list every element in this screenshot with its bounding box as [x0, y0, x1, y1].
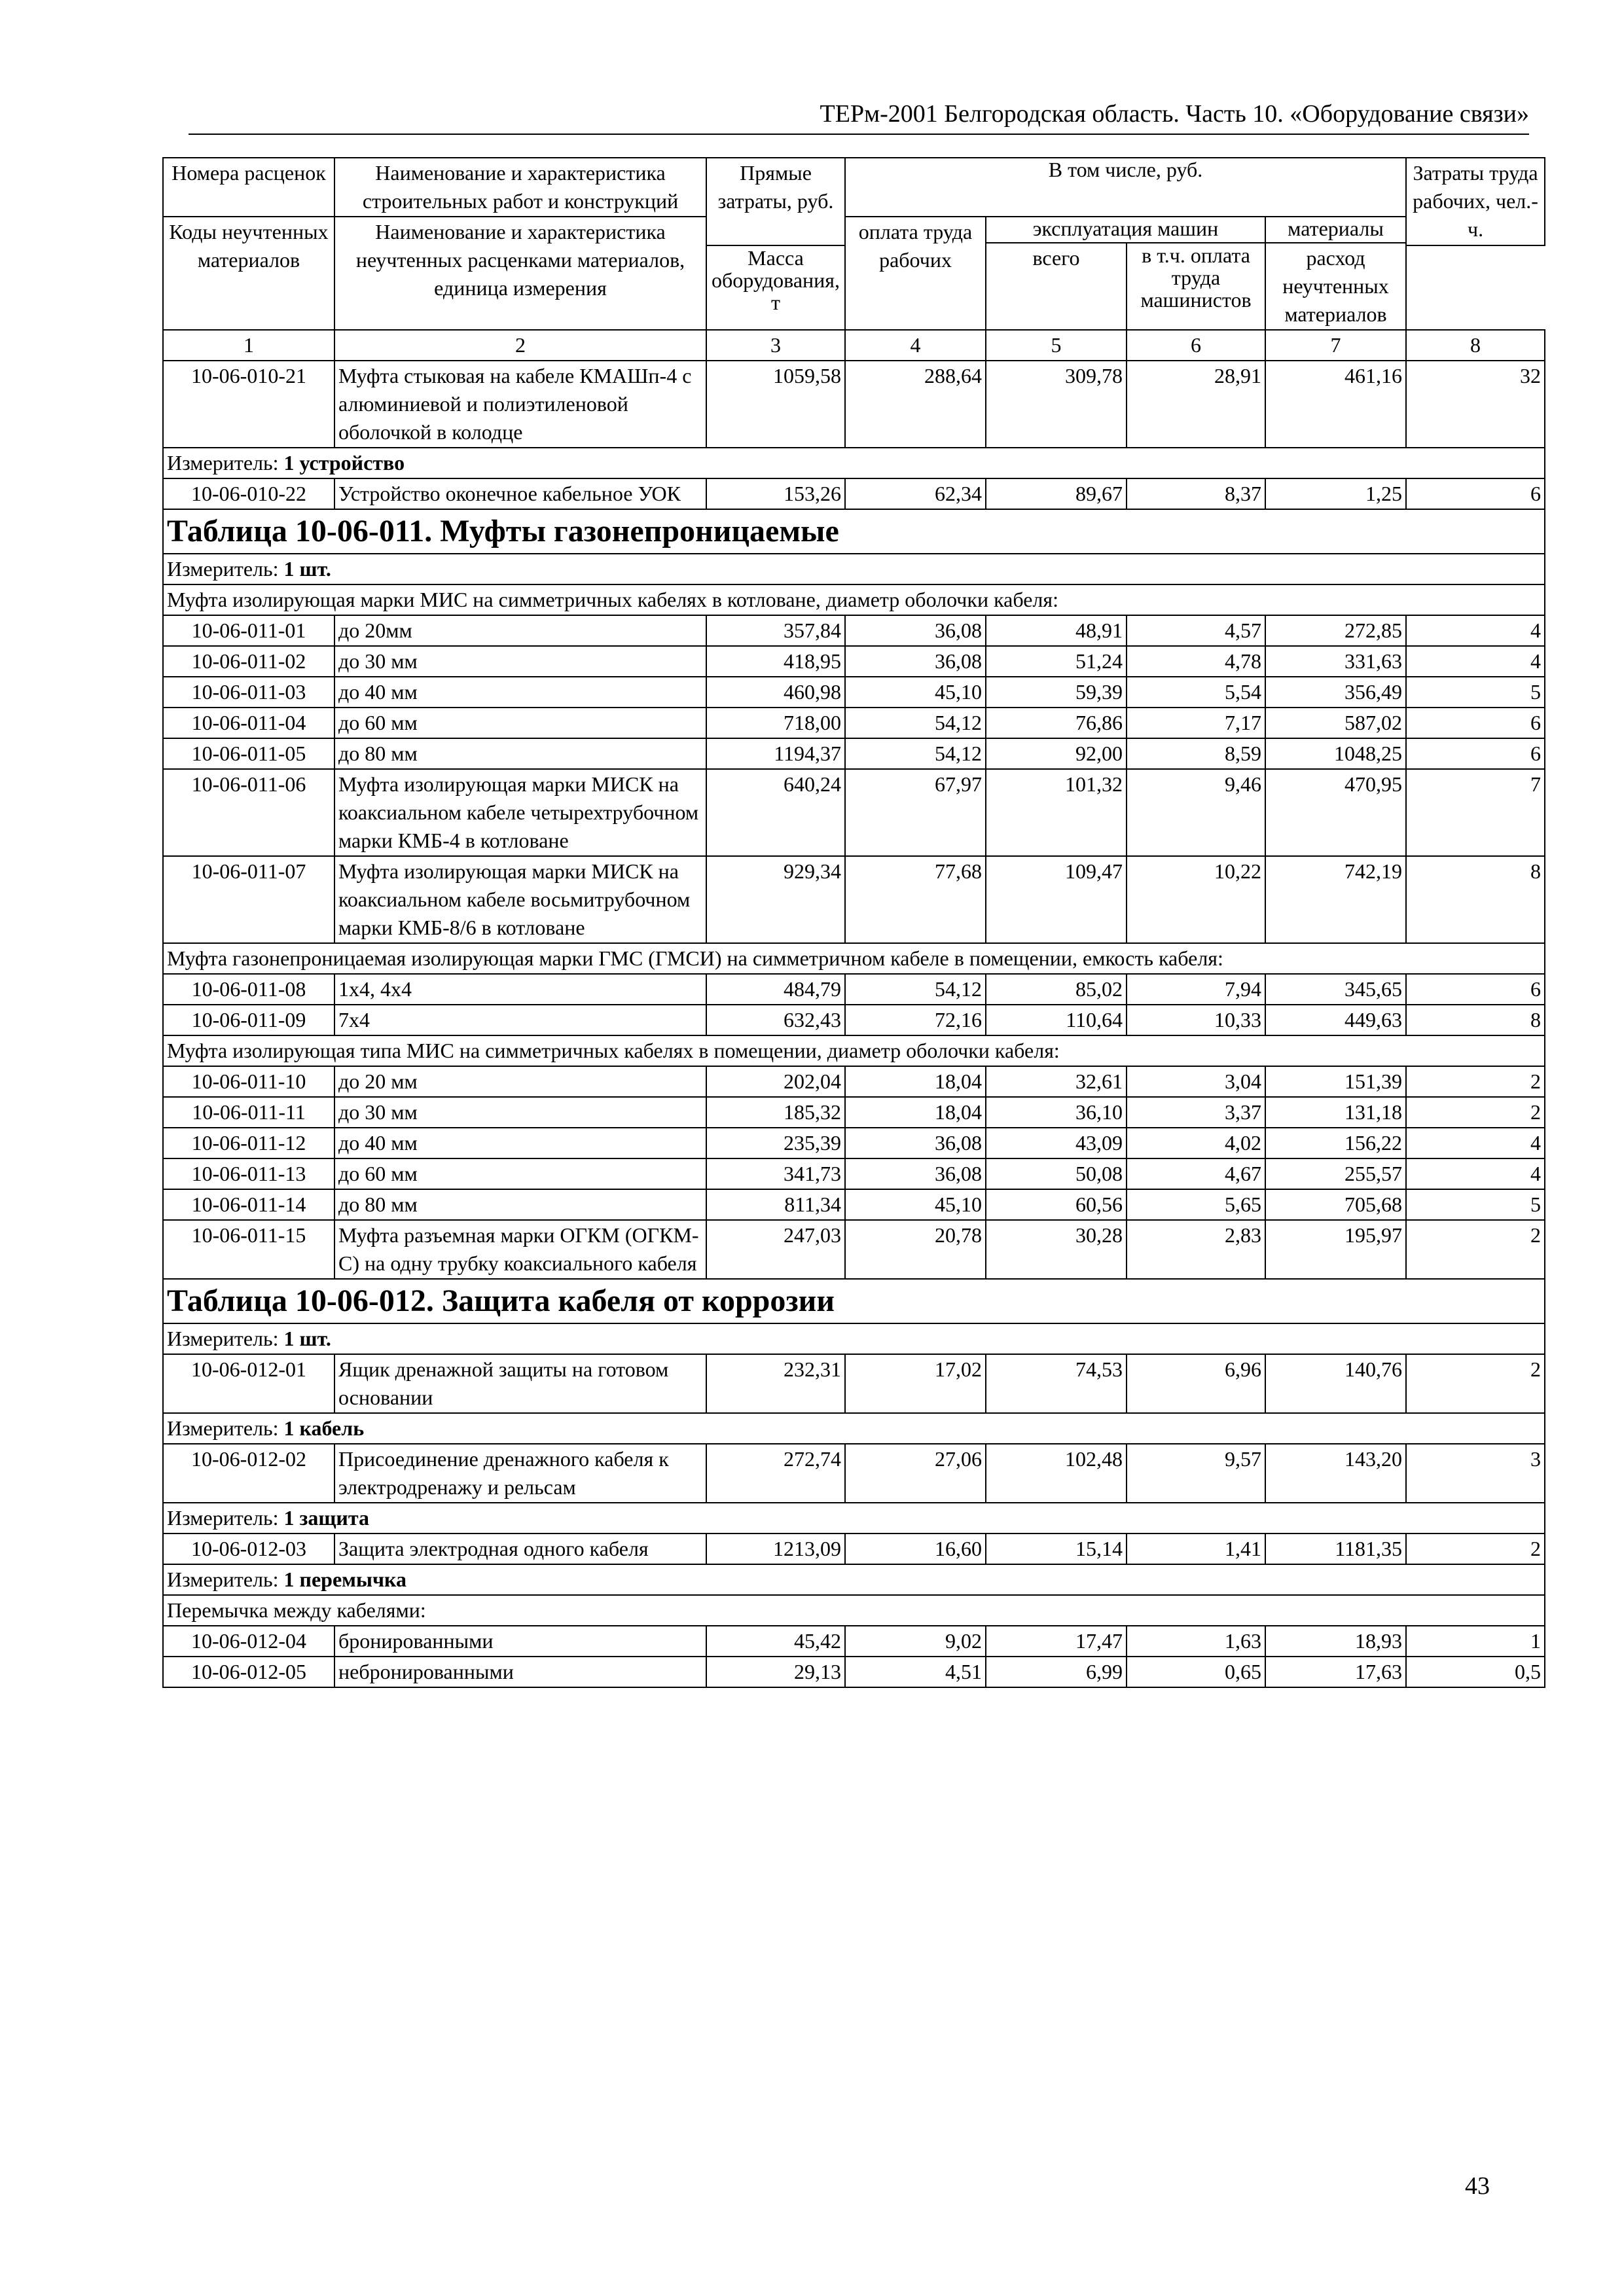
group-title: Перемычка между кабелями: — [163, 1595, 1545, 1626]
labor: 3 — [1406, 1444, 1545, 1503]
direct-costs: 632,43 — [706, 1005, 845, 1035]
machine-wages: 4,57 — [1127, 615, 1265, 646]
rate-name: Присоединение дренажного кабеля к электродренажу и рельсам — [334, 1444, 706, 1503]
direct-costs: 1194,37 — [706, 738, 845, 769]
labor: 1 — [1406, 1626, 1545, 1657]
machine-wages: 10,22 — [1127, 856, 1265, 943]
materials: 255,57 — [1265, 1158, 1406, 1189]
meter-label: Измеритель: — [167, 556, 279, 581]
header-codes-top: Номера расценок — [163, 158, 334, 217]
machine-wages: 8,37 — [1127, 478, 1265, 509]
meter-label: Измеритель: — [167, 1416, 279, 1440]
direct-costs: 929,34 — [706, 856, 845, 943]
labor: 6 — [1406, 478, 1545, 509]
materials: 1048,25 — [1265, 738, 1406, 769]
direct-costs: 357,84 — [706, 615, 845, 646]
header-machines: эксплуатация машин — [986, 217, 1265, 243]
labor: 6 — [1406, 738, 1545, 769]
direct-costs: 45,42 — [706, 1626, 845, 1657]
labor: 2 — [1406, 1097, 1545, 1128]
direct-costs: 272,74 — [706, 1444, 845, 1503]
column-number: 2 — [334, 330, 706, 361]
machines-total: 89,67 — [986, 478, 1127, 509]
rate-name: небронированными — [334, 1657, 706, 1687]
materials: 143,20 — [1265, 1444, 1406, 1503]
machines-total: 17,47 — [986, 1626, 1127, 1657]
labor: 8 — [1406, 1005, 1545, 1035]
page-number: 43 — [1465, 2172, 1490, 2200]
rate-name: бронированными — [334, 1626, 706, 1657]
materials: 449,63 — [1265, 1005, 1406, 1035]
table-row — [163, 1657, 1545, 1687]
materials: 140,76 — [1265, 1354, 1406, 1413]
column-number: 8 — [1406, 330, 1545, 361]
machine-wages: 3,37 — [1127, 1097, 1265, 1128]
rate-name: 7х4 — [334, 1005, 706, 1035]
table-row — [163, 1158, 1545, 1189]
labor: 4 — [1406, 1128, 1545, 1158]
meter-label: Измеритель: — [167, 1567, 279, 1591]
table-header-row-2 — [163, 217, 1545, 243]
wages: 17,02 — [845, 1354, 986, 1413]
meter-label: Измеритель: — [167, 1505, 279, 1530]
section-title-row — [163, 1279, 1545, 1323]
direct-costs: 460,98 — [706, 677, 845, 708]
machines-total: 76,86 — [986, 708, 1127, 738]
table-row — [163, 1189, 1545, 1220]
machine-wages: 28,91 — [1127, 361, 1265, 448]
machines-total: 6,99 — [986, 1657, 1127, 1687]
meter-value: 1 шт. — [283, 1326, 331, 1350]
wages: 18,04 — [845, 1066, 986, 1097]
rate-code: 10-06-011-14 — [163, 1189, 334, 1220]
labor: 6 — [1406, 708, 1545, 738]
rate-code: 10-06-011-05 — [163, 738, 334, 769]
materials: 356,49 — [1265, 677, 1406, 708]
materials: 345,65 — [1265, 974, 1406, 1005]
machines-total: 32,61 — [986, 1066, 1127, 1097]
machines-total: 15,14 — [986, 1534, 1127, 1564]
direct-costs: 484,79 — [706, 974, 845, 1005]
machines-total: 110,64 — [986, 1005, 1127, 1035]
labor: 0,5 — [1406, 1657, 1545, 1687]
header-machine-wages: в т.ч. оплата труда машинистов — [1127, 243, 1265, 330]
machine-wages: 0,65 — [1127, 1657, 1265, 1687]
wages: 36,08 — [845, 1128, 986, 1158]
rate-code: 10-06-011-09 — [163, 1005, 334, 1035]
direct-costs: 235,39 — [706, 1128, 845, 1158]
machines-total: 85,02 — [986, 974, 1127, 1005]
labor: 6 — [1406, 974, 1545, 1005]
labor: 4 — [1406, 615, 1545, 646]
rate-name: до 60 мм — [334, 708, 706, 738]
wages: 36,08 — [845, 1158, 986, 1189]
materials: 742,19 — [1265, 856, 1406, 943]
table-row — [163, 856, 1545, 943]
group-title: Муфта изолирующая марки МИС на симметричных кабелях в котловане, диаметр оболочки кабеля: — [163, 584, 1545, 615]
wages: 54,12 — [845, 974, 986, 1005]
materials: 1181,35 — [1265, 1534, 1406, 1564]
table-row — [163, 361, 1545, 448]
direct-costs: 202,04 — [706, 1066, 845, 1097]
group-row — [163, 1595, 1545, 1626]
header-name-bottom: Наименование и характеристика неучтенных расценками материалов, единица измерения — [334, 217, 706, 330]
machines-total: 102,48 — [986, 1444, 1127, 1503]
materials: 272,85 — [1265, 615, 1406, 646]
direct-costs: 1059,58 — [706, 361, 845, 448]
machines-total: 92,00 — [986, 738, 1127, 769]
machine-wages: 3,04 — [1127, 1066, 1265, 1097]
wages: 36,08 — [845, 615, 986, 646]
wages: 20,78 — [845, 1220, 986, 1279]
rate-name: до 40 мм — [334, 1128, 706, 1158]
machine-wages: 9,57 — [1127, 1444, 1265, 1503]
rate-code: 10-06-010-21 — [163, 361, 334, 448]
group-title: Муфта изолирующая типа МИС на симметричных кабелях в помещении, диаметр оболочки кабеля: — [163, 1035, 1545, 1066]
meter-value: 1 защита — [283, 1505, 369, 1530]
machines-total: 30,28 — [986, 1220, 1127, 1279]
materials: 151,39 — [1265, 1066, 1406, 1097]
rate-code: 10-06-010-22 — [163, 478, 334, 509]
machines-total: 51,24 — [986, 646, 1127, 677]
direct-costs: 185,32 — [706, 1097, 845, 1128]
materials: 331,63 — [1265, 646, 1406, 677]
labor: 2 — [1406, 1534, 1545, 1564]
rate-name: 1х4, 4х4 — [334, 974, 706, 1005]
meter-row — [163, 1564, 1545, 1595]
labor: 2 — [1406, 1066, 1545, 1097]
labor: 5 — [1406, 1189, 1545, 1220]
machine-wages: 4,78 — [1127, 646, 1265, 677]
meter-value: 1 перемычка — [283, 1567, 406, 1591]
header-name-top: Наименование и характеристика строительных работ и конструкций — [334, 158, 706, 217]
rate-name: Муфта изолирующая марки МИСК на коаксиальном кабеле восьмитрубочном марки КМБ-8/6 в котловане — [334, 856, 706, 943]
rate-name: Муфта разъемная марки ОГКМ (ОГКМ-С) на одну трубку коаксиального кабеля — [334, 1220, 706, 1279]
rate-name: до 80 мм — [334, 1189, 706, 1220]
column-number: 1 — [163, 330, 334, 361]
rate-code: 10-06-011-02 — [163, 646, 334, 677]
machines-total: 60,56 — [986, 1189, 1127, 1220]
labor: 5 — [1406, 677, 1545, 708]
materials: 156,22 — [1265, 1128, 1406, 1158]
direct-costs: 247,03 — [706, 1220, 845, 1279]
meter-row — [163, 448, 1545, 478]
machine-wages: 5,65 — [1127, 1189, 1265, 1220]
rate-name: Устройство оконечное кабельное УОК — [334, 478, 706, 509]
machine-wages: 2,83 — [1127, 1220, 1265, 1279]
machine-wages: 6,96 — [1127, 1354, 1265, 1413]
price-table — [162, 157, 1545, 1688]
direct-costs: 29,13 — [706, 1657, 845, 1687]
machines-total: 48,91 — [986, 615, 1127, 646]
rate-code: 10-06-011-07 — [163, 856, 334, 943]
labor: 32 — [1406, 361, 1545, 448]
materials: 1,25 — [1265, 478, 1406, 509]
header-including: В том числе, руб. — [845, 158, 1406, 217]
meter-value: 1 кабель — [283, 1416, 365, 1440]
column-number: 3 — [706, 330, 845, 361]
machine-wages: 10,33 — [1127, 1005, 1265, 1035]
direct-costs: 341,73 — [706, 1158, 845, 1189]
table-row — [163, 974, 1545, 1005]
table-header-row-1 — [163, 158, 1545, 217]
labor: 2 — [1406, 1354, 1545, 1413]
materials: 705,68 — [1265, 1189, 1406, 1220]
rate-code: 10-06-012-04 — [163, 1626, 334, 1657]
machine-wages: 7,17 — [1127, 708, 1265, 738]
table-row — [163, 769, 1545, 856]
machine-wages: 5,54 — [1127, 677, 1265, 708]
machine-wages: 1,63 — [1127, 1626, 1265, 1657]
rate-code: 10-06-011-13 — [163, 1158, 334, 1189]
machines-total: 50,08 — [986, 1158, 1127, 1189]
rate-code: 10-06-011-10 — [163, 1066, 334, 1097]
table-row — [163, 646, 1545, 677]
table-row — [163, 1354, 1545, 1413]
table-row — [163, 1220, 1545, 1279]
rate-name: до 80 мм — [334, 738, 706, 769]
section-title-row — [163, 509, 1545, 554]
table-row — [163, 1534, 1545, 1564]
header-labor: Затраты труда рабочих, чел.-ч. — [1406, 158, 1545, 245]
column-number: 4 — [845, 330, 986, 361]
table-row — [163, 1444, 1545, 1503]
meter-row — [163, 1503, 1545, 1534]
rate-name: до 40 мм — [334, 677, 706, 708]
rate-name: до 20мм — [334, 615, 706, 646]
labor: 8 — [1406, 856, 1545, 943]
table-row — [163, 1626, 1545, 1657]
table-row — [163, 1005, 1545, 1035]
table-row — [163, 615, 1545, 646]
machines-total: 101,32 — [986, 769, 1127, 856]
rate-code: 10-06-012-03 — [163, 1534, 334, 1564]
header-wages: оплата труда рабочих — [845, 217, 986, 330]
wages: 36,08 — [845, 646, 986, 677]
rate-code: 10-06-012-01 — [163, 1354, 334, 1413]
machine-wages: 1,41 — [1127, 1534, 1265, 1564]
section-title: Таблица 10-06-012. Защита кабеля от коррозии — [167, 1283, 835, 1318]
table-row — [163, 738, 1545, 769]
direct-costs: 232,31 — [706, 1354, 845, 1413]
materials: 131,18 — [1265, 1097, 1406, 1128]
group-row — [163, 584, 1545, 615]
materials: 18,93 — [1265, 1626, 1406, 1657]
table-row — [163, 478, 1545, 509]
machine-wages: 4,67 — [1127, 1158, 1265, 1189]
machine-wages: 8,59 — [1127, 738, 1265, 769]
wages: 288,64 — [845, 361, 986, 448]
rate-code: 10-06-011-06 — [163, 769, 334, 856]
table-row — [163, 1128, 1545, 1158]
table-row — [163, 1097, 1545, 1128]
rate-code: 10-06-012-02 — [163, 1444, 334, 1503]
meter-value: 1 шт. — [283, 556, 331, 581]
materials: 461,16 — [1265, 361, 1406, 448]
rate-name: до 20 мм — [334, 1066, 706, 1097]
meter-label: Измеритель: — [167, 1326, 279, 1350]
meter-value: 1 устройство — [283, 450, 405, 475]
column-number: 5 — [986, 330, 1127, 361]
rate-code: 10-06-011-15 — [163, 1220, 334, 1279]
wages: 27,06 — [845, 1444, 986, 1503]
group-title: Муфта газонепроницаемая изолирующая марки ГМС (ГМСИ) на симметричном кабеле в помещении, емкость кабеля: — [163, 943, 1545, 974]
direct-costs: 718,00 — [706, 708, 845, 738]
meter-label: Измеритель: — [167, 450, 279, 475]
rate-name: Муфта стыковая на кабеле КМАШп-4 с алюминиевой и полиэтиленовой оболочкой в колодце — [334, 361, 706, 448]
wages: 9,02 — [845, 1626, 986, 1657]
machines-total: 109,47 — [986, 856, 1127, 943]
column-numbers-row — [163, 330, 1545, 361]
direct-costs: 811,34 — [706, 1189, 845, 1220]
wages: 18,04 — [845, 1097, 986, 1128]
header-machines-total: всего — [986, 243, 1127, 330]
machines-total: 74,53 — [986, 1354, 1127, 1413]
running-header: ТЕРм-2001 Белгородская область. Часть 10. «Оборудование связи» — [189, 97, 1529, 135]
machine-wages: 4,02 — [1127, 1128, 1265, 1158]
column-number: 7 — [1265, 330, 1406, 361]
table-row — [163, 677, 1545, 708]
header-unaccounted-materials: расход неучтенных материалов — [1265, 243, 1406, 330]
wages: 16,60 — [845, 1534, 986, 1564]
wages: 72,16 — [845, 1005, 986, 1035]
machines-total: 59,39 — [986, 677, 1127, 708]
meter-row — [163, 1413, 1545, 1444]
rate-code: 10-06-011-12 — [163, 1128, 334, 1158]
machines-total: 309,78 — [986, 361, 1127, 448]
wages: 45,10 — [845, 1189, 986, 1220]
materials: 17,63 — [1265, 1657, 1406, 1687]
header-codes-bottom: Коды неучтенных материалов — [163, 217, 334, 330]
rate-code: 10-06-011-01 — [163, 615, 334, 646]
direct-costs: 640,24 — [706, 769, 845, 856]
rate-code: 10-06-011-11 — [163, 1097, 334, 1128]
table-row — [163, 708, 1545, 738]
group-row — [163, 1035, 1545, 1066]
labor: 4 — [1406, 1158, 1545, 1189]
wages: 4,51 — [845, 1657, 986, 1687]
header-materials: материалы — [1265, 217, 1406, 243]
wages: 54,12 — [845, 708, 986, 738]
rate-name: Защита электродная одного кабеля — [334, 1534, 706, 1564]
section-title: Таблица 10-06-011. Муфты газонепроницаемые — [167, 513, 839, 548]
materials: 587,02 — [1265, 708, 1406, 738]
machines-total: 36,10 — [986, 1097, 1127, 1128]
machine-wages: 9,46 — [1127, 769, 1265, 856]
labor: 4 — [1406, 646, 1545, 677]
header-direct-costs: Прямые затраты, руб. — [706, 158, 845, 245]
rate-code: 10-06-011-03 — [163, 677, 334, 708]
wages: 77,68 — [845, 856, 986, 943]
machine-wages: 7,94 — [1127, 974, 1265, 1005]
meter-row — [163, 554, 1545, 584]
materials: 195,97 — [1265, 1220, 1406, 1279]
rate-name: до 30 мм — [334, 1097, 706, 1128]
rate-code: 10-06-011-04 — [163, 708, 334, 738]
wages: 62,34 — [845, 478, 986, 509]
rate-code: 10-06-012-05 — [163, 1657, 334, 1687]
rate-name: до 60 мм — [334, 1158, 706, 1189]
column-number: 6 — [1127, 330, 1265, 361]
materials: 470,95 — [1265, 769, 1406, 856]
wages: 67,97 — [845, 769, 986, 856]
rate-name: до 30 мм — [334, 646, 706, 677]
direct-costs: 1213,09 — [706, 1534, 845, 1564]
wages: 54,12 — [845, 738, 986, 769]
machines-total: 43,09 — [986, 1128, 1127, 1158]
table-row — [163, 1066, 1545, 1097]
rate-code: 10-06-011-08 — [163, 974, 334, 1005]
wages: 45,10 — [845, 677, 986, 708]
direct-costs: 418,95 — [706, 646, 845, 677]
header-mass: Масса оборудования, т — [706, 245, 845, 330]
rate-name: Муфта изолирующая марки МИСК на коаксиальном кабеле четырехтрубочном марки КМБ-4 в котловане — [334, 769, 706, 856]
group-row — [163, 943, 1545, 974]
meter-row — [163, 1323, 1545, 1354]
rate-name: Ящик дренажной защиты на готовом основании — [334, 1354, 706, 1413]
labor: 7 — [1406, 769, 1545, 856]
labor: 2 — [1406, 1220, 1545, 1279]
direct-costs: 153,26 — [706, 478, 845, 509]
